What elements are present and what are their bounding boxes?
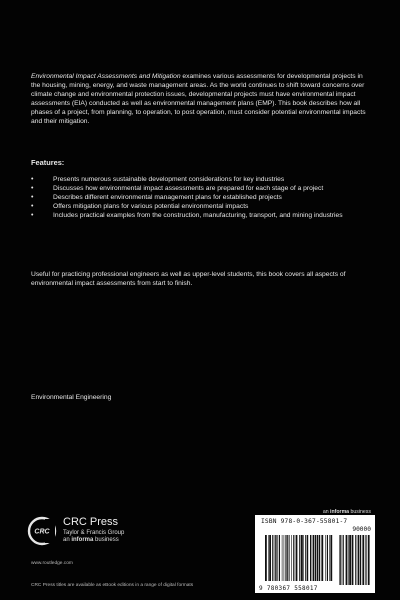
barcode-bar — [268, 535, 269, 581]
barcode-bar — [329, 535, 330, 581]
barcode-bar — [299, 535, 300, 581]
barcode-addon-bar — [348, 535, 349, 585]
barcode-bar — [315, 535, 316, 581]
barcode-bar — [325, 535, 326, 581]
publisher-business-line: an informa business — [63, 536, 119, 543]
barcode-bar — [285, 535, 286, 581]
barcode-bar — [284, 535, 285, 581]
barcode-addon-bar — [349, 535, 351, 585]
ebook-note: CRC Press titles are available as eBook editions in a range of digital formats — [31, 583, 194, 588]
feature-item: • Discusses how environmental impact assessments are prepared for each stage of a project — [31, 185, 361, 193]
barcode-bar — [319, 535, 320, 581]
barcode-addon-bar — [352, 535, 354, 585]
barcode-bar — [296, 535, 298, 581]
barcode-addon-bar — [346, 535, 348, 585]
barcode-addon-bar — [358, 535, 360, 585]
barcode-bar — [291, 535, 292, 581]
barcode-addon-bar — [355, 535, 356, 585]
barcode-bar — [269, 535, 271, 581]
barcode-bars — [255, 515, 375, 593]
barcode-bar — [276, 535, 277, 581]
back-cover-blurb — [31, 72, 369, 127]
barcode-bar — [317, 535, 319, 581]
barcode-bar — [282, 535, 283, 581]
barcode-bar — [327, 535, 328, 581]
barcode-bar — [265, 535, 267, 581]
barcode-bar — [279, 535, 280, 581]
barcode-addon-bar — [360, 535, 361, 585]
barcode-bar — [310, 535, 311, 581]
barcode-bar — [272, 535, 273, 581]
publisher-group: Taylor & Francis Group — [63, 530, 125, 537]
features-list — [31, 176, 361, 220]
barcode-bar — [321, 535, 323, 581]
subject-category: Environmental Engineering — [31, 394, 112, 401]
crc-press-logo-icon — [27, 516, 57, 546]
barcode-addon-bar — [362, 535, 364, 585]
feature-item: • Includes practical examples from the construction, manufacturing, transport, and mining industries — [31, 212, 361, 220]
crc-logo-text: CRC — [34, 528, 50, 536]
barcode-addon-bar — [365, 535, 366, 585]
usage-text: Useful for practicing professional engineers as well as upper-level students, this book covers all aspects of environmental impact assessments from start to finish. — [31, 271, 346, 287]
isbn-text: ISBN 978-0-367-55801-7 — [261, 518, 348, 525]
publisher-block — [63, 516, 124, 543]
feature-item: • Presents numerous sustainable development considerations for key industries — [31, 176, 361, 184]
price-code: 90000 — [352, 526, 371, 533]
barcode-bar — [275, 535, 276, 581]
publisher-name: CRC Press — [63, 516, 119, 528]
blurb-text: examines various assessments for developmental projects in the housing, mining, energy, and waste management areas. As the world continues to shift toward concerns over climate change and environmental protection issues, developmental projects must have environmental impact assessments (EIA) conducted as well as environmental management plans (EMP). This book describes how all phases of a project, from planning, to operation, to post operation, must consider potential environmental impacts and their mitigation. — [31, 73, 366, 126]
features-heading: Features: — [31, 158, 65, 167]
barcode-bar — [312, 535, 313, 581]
barcode-bar — [293, 535, 294, 581]
barcode-addon-bar — [368, 535, 370, 585]
barcode-bar — [301, 535, 303, 581]
barcode-bar — [287, 535, 288, 581]
barcode-addon-bar — [339, 535, 340, 585]
book-title-italic: Environmental Impact Assessments and Mitigation — [31, 73, 181, 80]
informa-business-label: an informa business — [322, 509, 371, 515]
publisher-website: www.routledge.com — [31, 561, 73, 566]
barcode-bar — [313, 535, 314, 581]
barcode-bar — [307, 535, 308, 581]
barcode-bar — [330, 535, 332, 581]
barcode-addon-bar — [340, 535, 341, 585]
barcode-box — [255, 515, 375, 593]
barcode-bar — [289, 535, 290, 581]
barcode-bar — [303, 535, 304, 581]
feature-item: • Describes different environmental management plans for established projects — [31, 194, 361, 202]
ean-digits: 9 780367 558017 — [259, 585, 318, 592]
barcode-addon-bar — [343, 535, 344, 585]
barcode-bar — [305, 535, 306, 581]
feature-item: • Offers mitigation plans for various potential environmental impacts — [31, 203, 361, 211]
